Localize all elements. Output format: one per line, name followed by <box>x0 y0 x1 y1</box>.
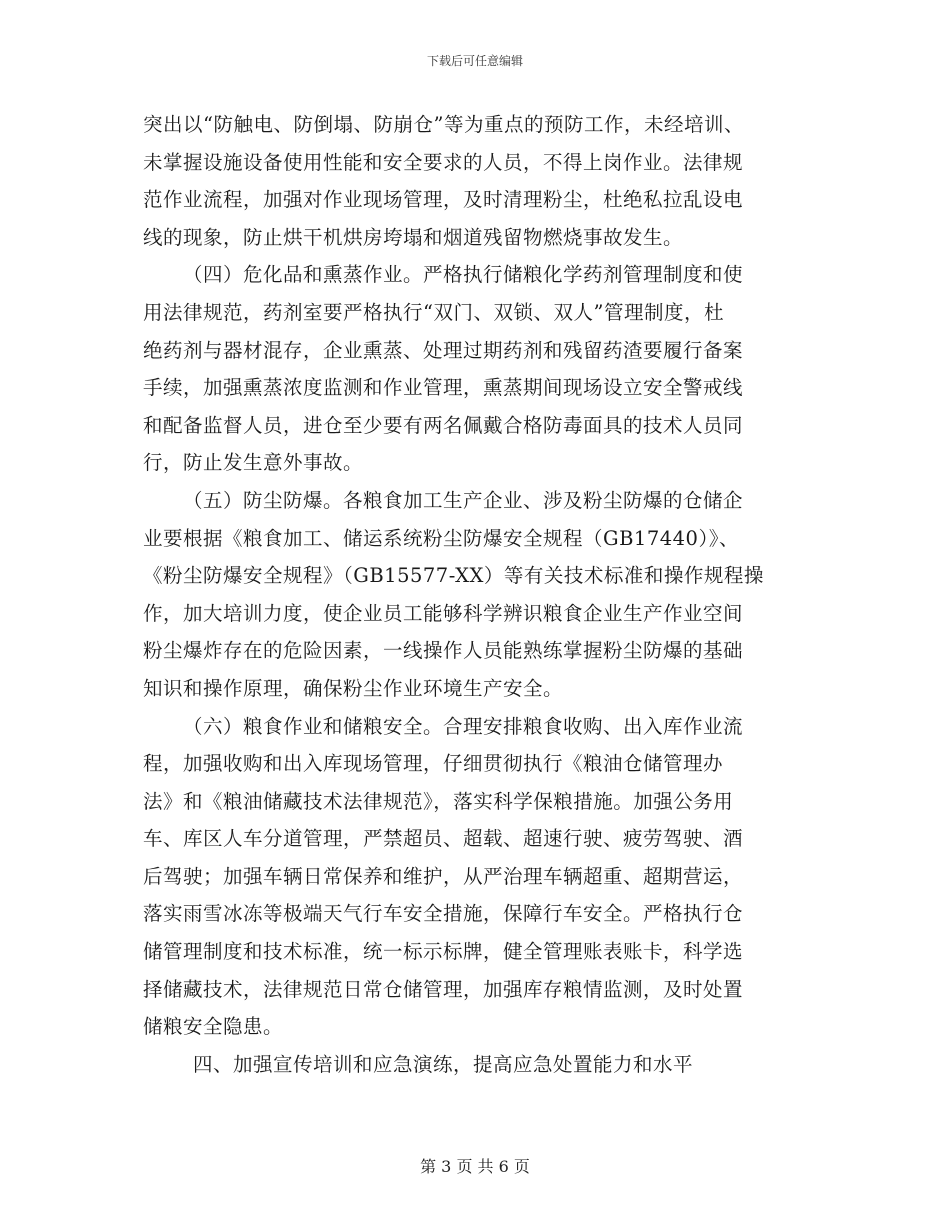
text-line: 储管理制度和技术标准，统一标示标牌，健全管理账表账卡，科学选 <box>143 940 744 964</box>
text-line: 知识和操作原理，确保粉尘作业环境生产安全。 <box>143 676 564 700</box>
text-line: 未掌握设施设备使用性能和安全要求的人员，不得上岗作业。法律规 <box>143 150 744 174</box>
text-line: 用法律规范，药剂室要严格执行“双门、双锁、双人”管理制度，杜 <box>143 300 724 324</box>
text-line: 业要根据《粮食加工、储运系统粉尘防爆安全规程（GB17440）》、 <box>143 526 739 550</box>
text-line: 和配备监督人员，进仓至少要有两名佩戴合格防毒面具的技术人员同 <box>143 413 744 437</box>
text-line: （六）粮食作业和储粮安全。合理安排粮食收购、出入库作业流 <box>183 714 744 738</box>
text-line: 作，加大培训力度，使企业员工能够科学辨识粮食企业生产作业空间 <box>143 601 744 625</box>
text-line: 手续，加强熏蒸浓度监测和作业管理，熏蒸期间现场设立安全警戒线 <box>143 376 744 400</box>
text-line: 粉尘爆炸存在的危险因素，一线操作人员能熟练掌握粉尘防爆的基础 <box>143 639 744 663</box>
text-line: 行，防止发生意外事故。 <box>143 451 364 475</box>
text-line: 《粉尘防爆安全规程》（GB15577-XX）等有关技术标准和操作规程操 <box>143 564 764 588</box>
text-line: 突出以“防触电、防倒塌、防崩仓”等为重点的预防工作，未经培训、 <box>143 113 744 136</box>
text-line: 线的现象，防止烘干机烘房垮塌和烟道残留物燃烧事故发生。 <box>143 225 684 249</box>
document-body <box>143 106 807 1083</box>
page-footer: 第 3 页 共 6 页 <box>420 1157 530 1176</box>
text-line: 绝药剂与器材混存，企业熏蒸、处理过期药剂和残留药渣要履行备案 <box>143 338 744 362</box>
text-line: （五）防尘防爆。各粮食加工生产企业、涉及粉尘防爆的仓储企 <box>183 488 744 512</box>
text-line: 程，加强收购和出入库现场管理，仔细贯彻执行《粮油仓储管理办 <box>143 752 724 776</box>
text-line: 落实雨雪冰冻等极端天气行车安全措施，保障行车安全。严格执行仓 <box>143 902 744 926</box>
section-heading: 四、加强宣传培训和应急演练，提高应急处置能力和水平 <box>193 1052 694 1076</box>
text-line: 车、库区人车分道管理，严禁超员、超载、超速行驶、疲劳驾驶、酒 <box>143 827 744 851</box>
text-line: 法》和《粮油储藏技术法律规范》，落实科学保粮措施。加强公务用 <box>143 789 734 813</box>
text-line: 择储藏技术，法律规范日常仓储管理，加强库存粮情监测，及时处置 <box>143 977 744 1001</box>
text-line: 后驾驶；加强车辆日常保养和维护，从严治理车辆超重、超期营运， <box>143 864 744 888</box>
text-line: 范作业流程，加强对作业现场管理，及时清理粉尘，杜绝私拉乱设电 <box>143 188 744 212</box>
text-line: （四）危化品和熏蒸作业。严格执行储粮化学药剂管理制度和使 <box>183 263 744 287</box>
text-line: 储粮安全隐患。 <box>143 1015 284 1039</box>
page-header: 下载后可任意编辑 <box>426 54 523 68</box>
